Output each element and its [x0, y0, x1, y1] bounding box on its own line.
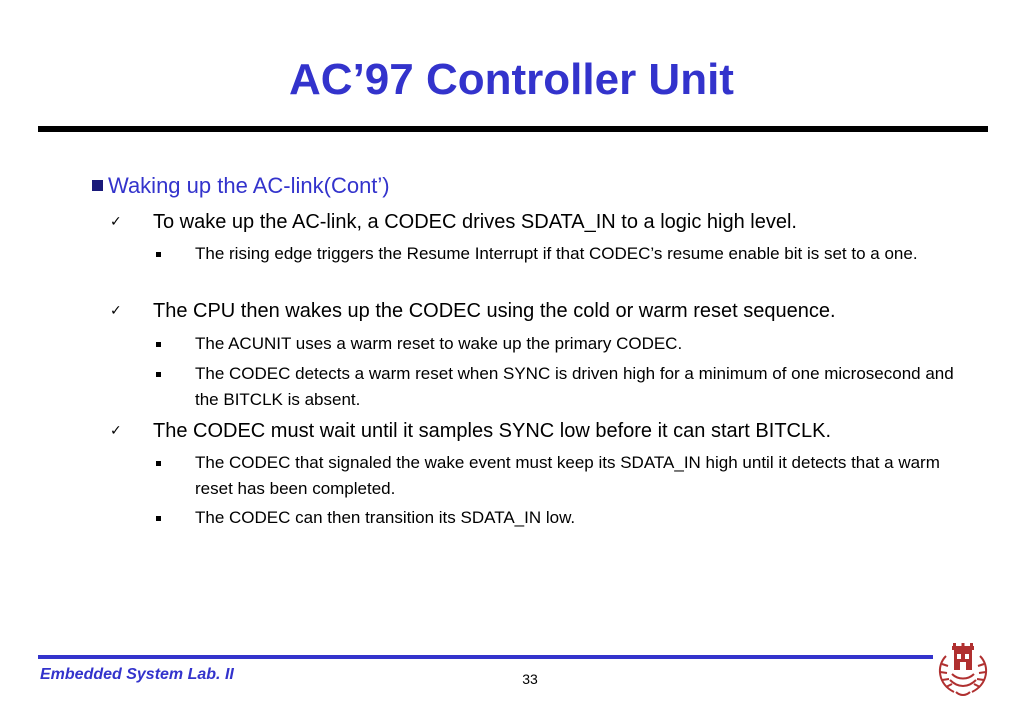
- level1-bullet-text: Waking up the AC-link(Cont’): [108, 173, 390, 198]
- checkmark-bullet-icon: ✓: [110, 303, 122, 319]
- level3-bullet-text: The ACUNIT uses a warm reset to wake up the primary CODEC.: [195, 334, 683, 353]
- small-square-bullet-icon: [156, 342, 161, 347]
- level2-bullet-text: The CODEC must wait until it samples SYNC low before it can start BITCLK.: [153, 420, 831, 442]
- university-seal-icon: [932, 640, 994, 698]
- footer-divider: [38, 655, 933, 659]
- square-bullet-icon: [92, 180, 103, 191]
- slide-title: AC’97 Controller Unit: [289, 55, 734, 104]
- checkmark-bullet-icon: ✓: [110, 423, 122, 439]
- small-square-bullet-icon: [156, 372, 161, 377]
- page-number: 33: [522, 671, 538, 687]
- small-square-bullet-icon: [156, 252, 161, 257]
- checkmark-bullet-icon: ✓: [110, 214, 122, 230]
- level2-bullet-text: The CPU then wakes up the CODEC using the cold or warm reset sequence.: [153, 300, 836, 322]
- small-square-bullet-icon: [156, 516, 161, 521]
- level3-bullet-text: The rising edge triggers the Resume Interrupt if that CODEC’s resume enable bit is set to a one.: [195, 244, 918, 263]
- title-divider: [38, 126, 988, 132]
- level3-bullet-text: The CODEC detects a warm reset when SYNC is driven high for a minimum of one microsecond and the BITCLK is absent.: [195, 364, 954, 409]
- footer-lab-name: Embedded System Lab. II: [40, 666, 234, 683]
- level2-bullet-text: To wake up the AC-link, a CODEC drives SDATA_IN to a logic high level.: [153, 211, 797, 233]
- small-square-bullet-icon: [156, 461, 161, 466]
- level3-bullet-text: The CODEC can then transition its SDATA_IN low.: [195, 508, 576, 527]
- level3-bullet-text: The CODEC that signaled the wake event must keep its SDATA_IN high until it detects that a warm reset has been completed.: [195, 453, 940, 498]
